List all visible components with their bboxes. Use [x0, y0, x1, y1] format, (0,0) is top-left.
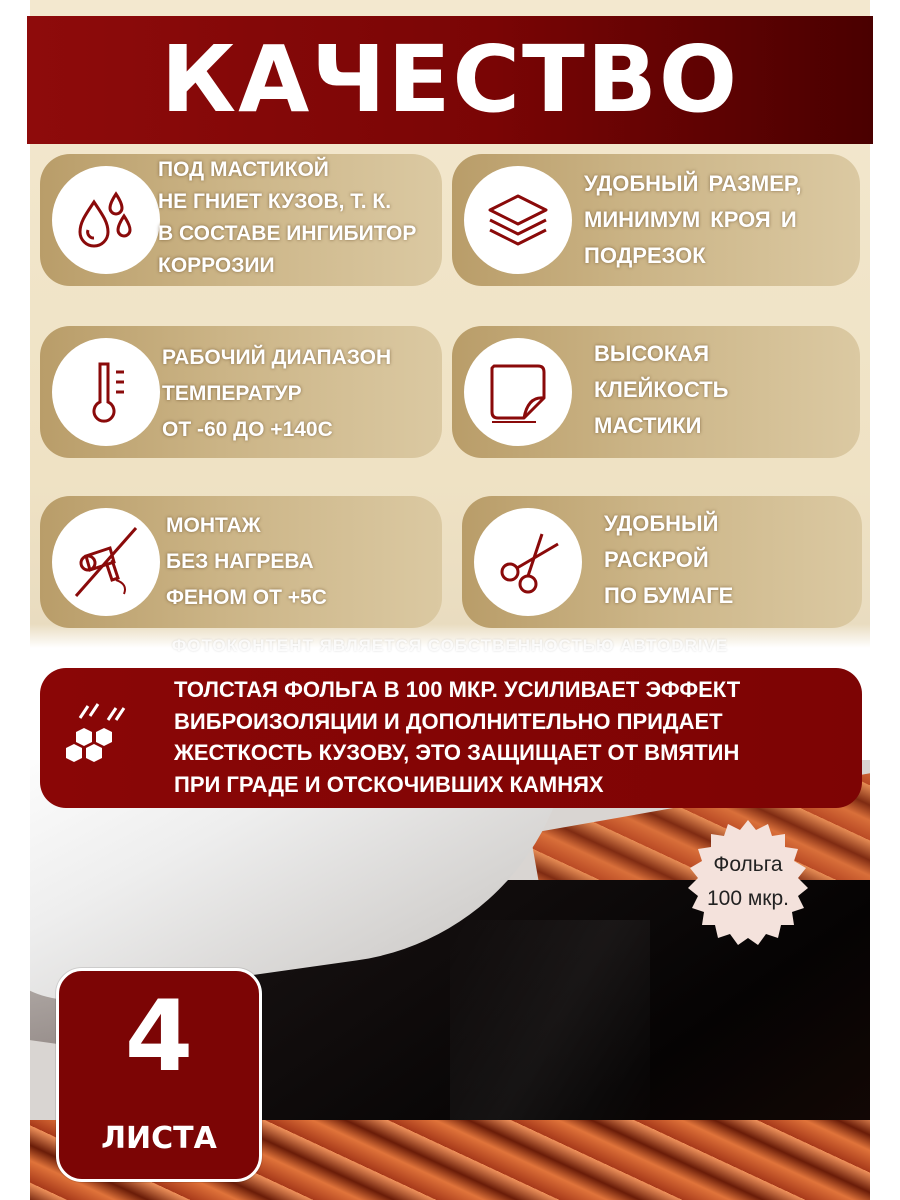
sheet-count-number: 4 [124, 980, 194, 1094]
watermark-text: ФОТОКОНТЕНТ ЯВЛЯЕТСЯ СОБСТВЕННОСТЬЮ АВТОDRIVE [171, 636, 729, 655]
feature-card-corrosion [40, 154, 442, 286]
feature-card-mounting [40, 496, 442, 628]
feature-line: ФЕНОМ ОТ +5С [166, 586, 327, 609]
feature-text [604, 506, 733, 614]
banner-line: ЖЕСТКОСТЬ КУЗОВУ, ЭТО ЗАЩИЩАЕТ ОТ ВМЯТИН [174, 740, 740, 765]
feature-line: В СОСТАВЕ ИНГИБИТОР [158, 222, 417, 245]
water-drops-icon [66, 180, 146, 260]
feature-line: НЕ ГНИЕТ КУЗОВ, Т. К. [158, 190, 392, 213]
sheet-count-box [56, 968, 262, 1182]
badge-line: 100 мкр. [706, 887, 789, 910]
banner-line: ТОЛСТАЯ ФОЛЬГА В 100 МКР. УСИЛИВАЕТ ЭФФЕКТ [174, 677, 741, 702]
banner-text [174, 674, 740, 800]
feature-text [162, 340, 391, 448]
sticky-sheet-icon [478, 352, 558, 432]
feature-card-adhesion [452, 326, 860, 458]
banner-line: ПРИ ГРАДЕ И ОТСКОЧИВШИХ КАМНЯХ [174, 771, 604, 797]
feature-line: ПОДРЕЗОК [584, 243, 706, 268]
feature-line: ТЕМПЕРАТУР [162, 382, 302, 405]
scissors-icon [488, 522, 568, 602]
icon-circle [474, 508, 582, 616]
icon-circle [52, 338, 160, 446]
sheet-count-label: ЛИСТА [101, 1121, 217, 1156]
feature-line: РАСКРОЙ [604, 547, 709, 572]
feature-line: ВЫСОКАЯ [594, 341, 710, 366]
feature-text [584, 166, 802, 274]
feature-line: МАСТИКИ [594, 413, 702, 438]
header-banner [27, 16, 873, 144]
badge-text [682, 848, 814, 916]
feature-line: КЛЕЙКОСТЬ [594, 377, 729, 402]
feature-line: УДОБНЫЙ [604, 511, 719, 536]
feature-line: РАБОЧИЙ ДИАПАЗОН [162, 346, 392, 369]
banner-line: ВИБРОИЗОЛЯЦИИ И ДОПОЛНИТЕЛЬНО ПРИДАЕТ [174, 708, 723, 734]
no-hairdryer-icon [66, 522, 146, 602]
feature-card-cutting [462, 496, 862, 628]
feature-card-temperature [40, 326, 442, 458]
icon-circle [52, 508, 160, 616]
icon-circle [464, 338, 572, 446]
info-banner [40, 668, 862, 808]
feature-line: ОТ -60 ДО +140С [162, 418, 333, 441]
feature-card-size [452, 154, 860, 286]
foil-badge [682, 818, 814, 950]
feature-line: МИНИМУМ КРОЯ И [584, 207, 797, 232]
icon-circle [52, 166, 160, 274]
feature-line: КОРРОЗИИ [158, 254, 275, 277]
feature-text [158, 154, 416, 282]
feature-line: БЕЗ НАГРЕВА [166, 550, 314, 573]
feature-text [166, 508, 327, 616]
layers-icon [478, 180, 558, 260]
feature-line: МОНТАЖ [166, 514, 261, 537]
badge-line: Фольга [713, 853, 783, 876]
feature-line: УДОБНЫЙ РАЗМЕР, [584, 171, 802, 196]
page-title: КАЧЕСТВО [160, 26, 740, 133]
feature-text [594, 336, 728, 444]
feature-line: ПО БУМАГЕ [604, 583, 734, 608]
icon-circle [464, 166, 572, 274]
feature-line: ПОД МАСТИКОЙ [158, 158, 329, 181]
thermometer-icon [66, 352, 146, 432]
hail-impact-icon [58, 696, 138, 776]
